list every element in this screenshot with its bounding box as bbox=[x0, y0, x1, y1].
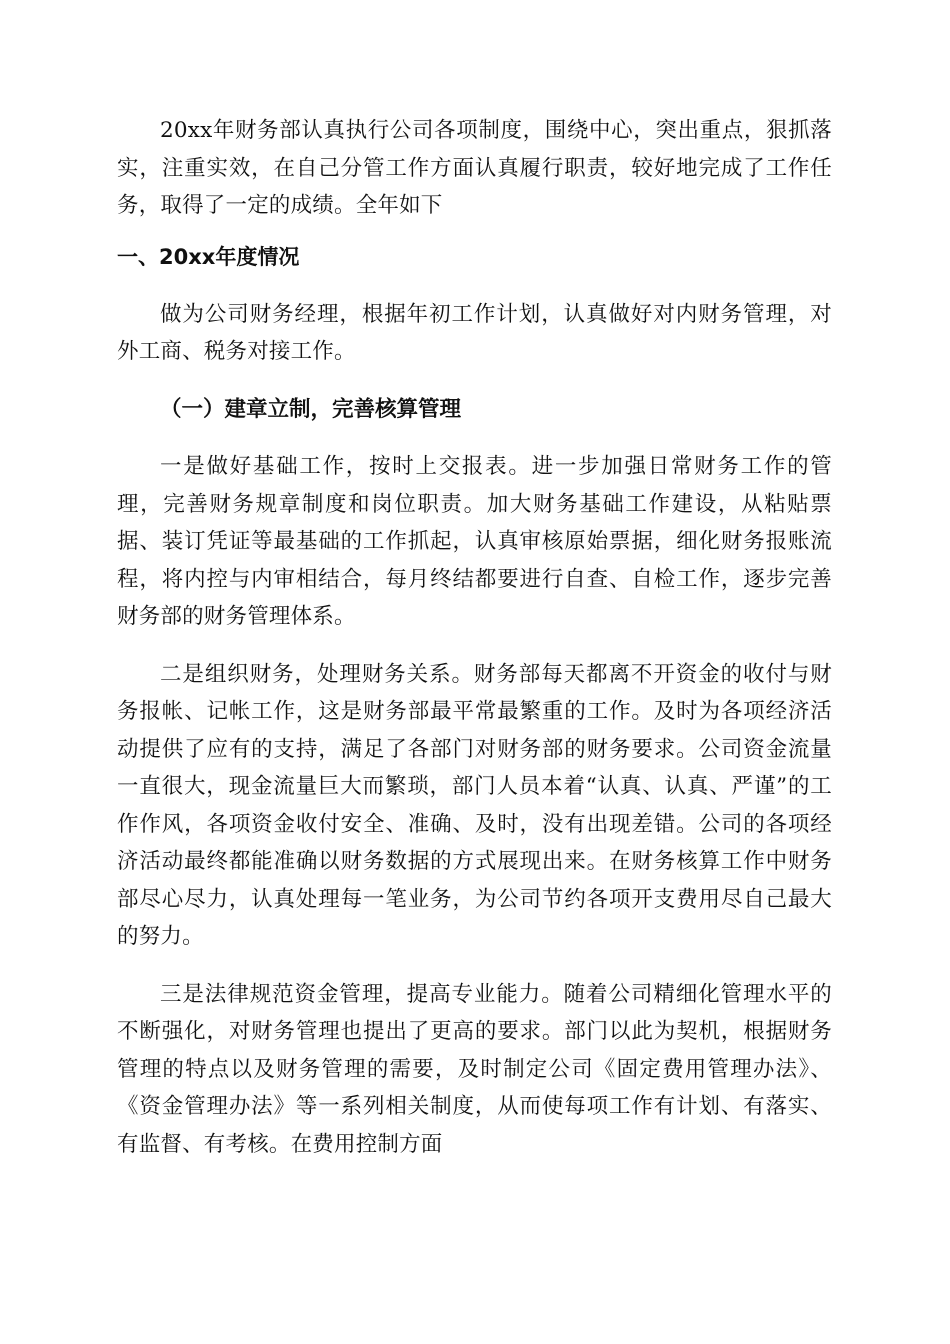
spacer bbox=[117, 636, 832, 656]
subsection-heading: （一）建章立制，完善核算管理 bbox=[160, 396, 462, 422]
section-paragraph: 做为公司财务经理，根据年初工作计划，认真做好对内财务管理，对外工商、税务对接工作。 bbox=[117, 301, 832, 364]
body-paragraph-one: 一是做好基础工作，按时上交报表。进一步加强日常财务工作的管理，完善财务规章制度和岗位职责。加大财务基础工作建设，从粘贴票据、装订凭证等最基础的工作抓起，认真审核原始票据，细化财务报账流程，将内控与内审相结合，每月终结都要进行自查、自检工作，逐步完善财务部的财务管理体系。 bbox=[117, 454, 832, 629]
body-paragraph-two: 二是组织财务，处理财务关系。财务部每天都离不开资金的收付与财务报帐、记帐工作，这是财务部最平常最繁重的工作。及时为各项经济活动提供了应有的支持，满足了各部门对财务部的财务要求。公司资金流量一直很大，现金流量巨大而繁琐，部门人员本着“认真、认真、严谨”的工作作风，各项资金收付安全、准确、及时，没有出现差错。公司的各项经济活动最终都能准确以财务数据的方式展现出来。在财务核算工作中财务部尽心尽力，认真处理每一笔业务，为公司节约各项开支费用尽自己最大的努力。 bbox=[117, 661, 832, 949]
body-paragraph-three: 三是法律规范资金管理，提高专业能力。随着公司精细化管理水平的不断强化，对财务管理也提出了更高的要求。部门以此为契机，根据财务管理的特点以及财务管理的需要，及时制定公司《固定费用管理办法》、《资金管理办法》等一系列相关制度，从而使每项工作有计划、有落实、有监督、有考核。在费用控制方面 bbox=[117, 981, 832, 1157]
section-heading: 一、20xx年度情况 bbox=[117, 244, 300, 269]
document-page bbox=[117, 112, 832, 1163]
spacer bbox=[117, 276, 832, 296]
spacer bbox=[117, 371, 832, 391]
spacer bbox=[117, 225, 832, 239]
intro-paragraph: 20xx年财务部认真执行公司各项制度，围绕中心，突出重点，狠抓落实，注重实效，在自己分管工作方面认真履行职责，较好地完成了工作任务，取得了一定的成绩。全年如下 bbox=[117, 118, 832, 218]
spacer bbox=[117, 428, 832, 448]
spacer bbox=[117, 956, 832, 976]
